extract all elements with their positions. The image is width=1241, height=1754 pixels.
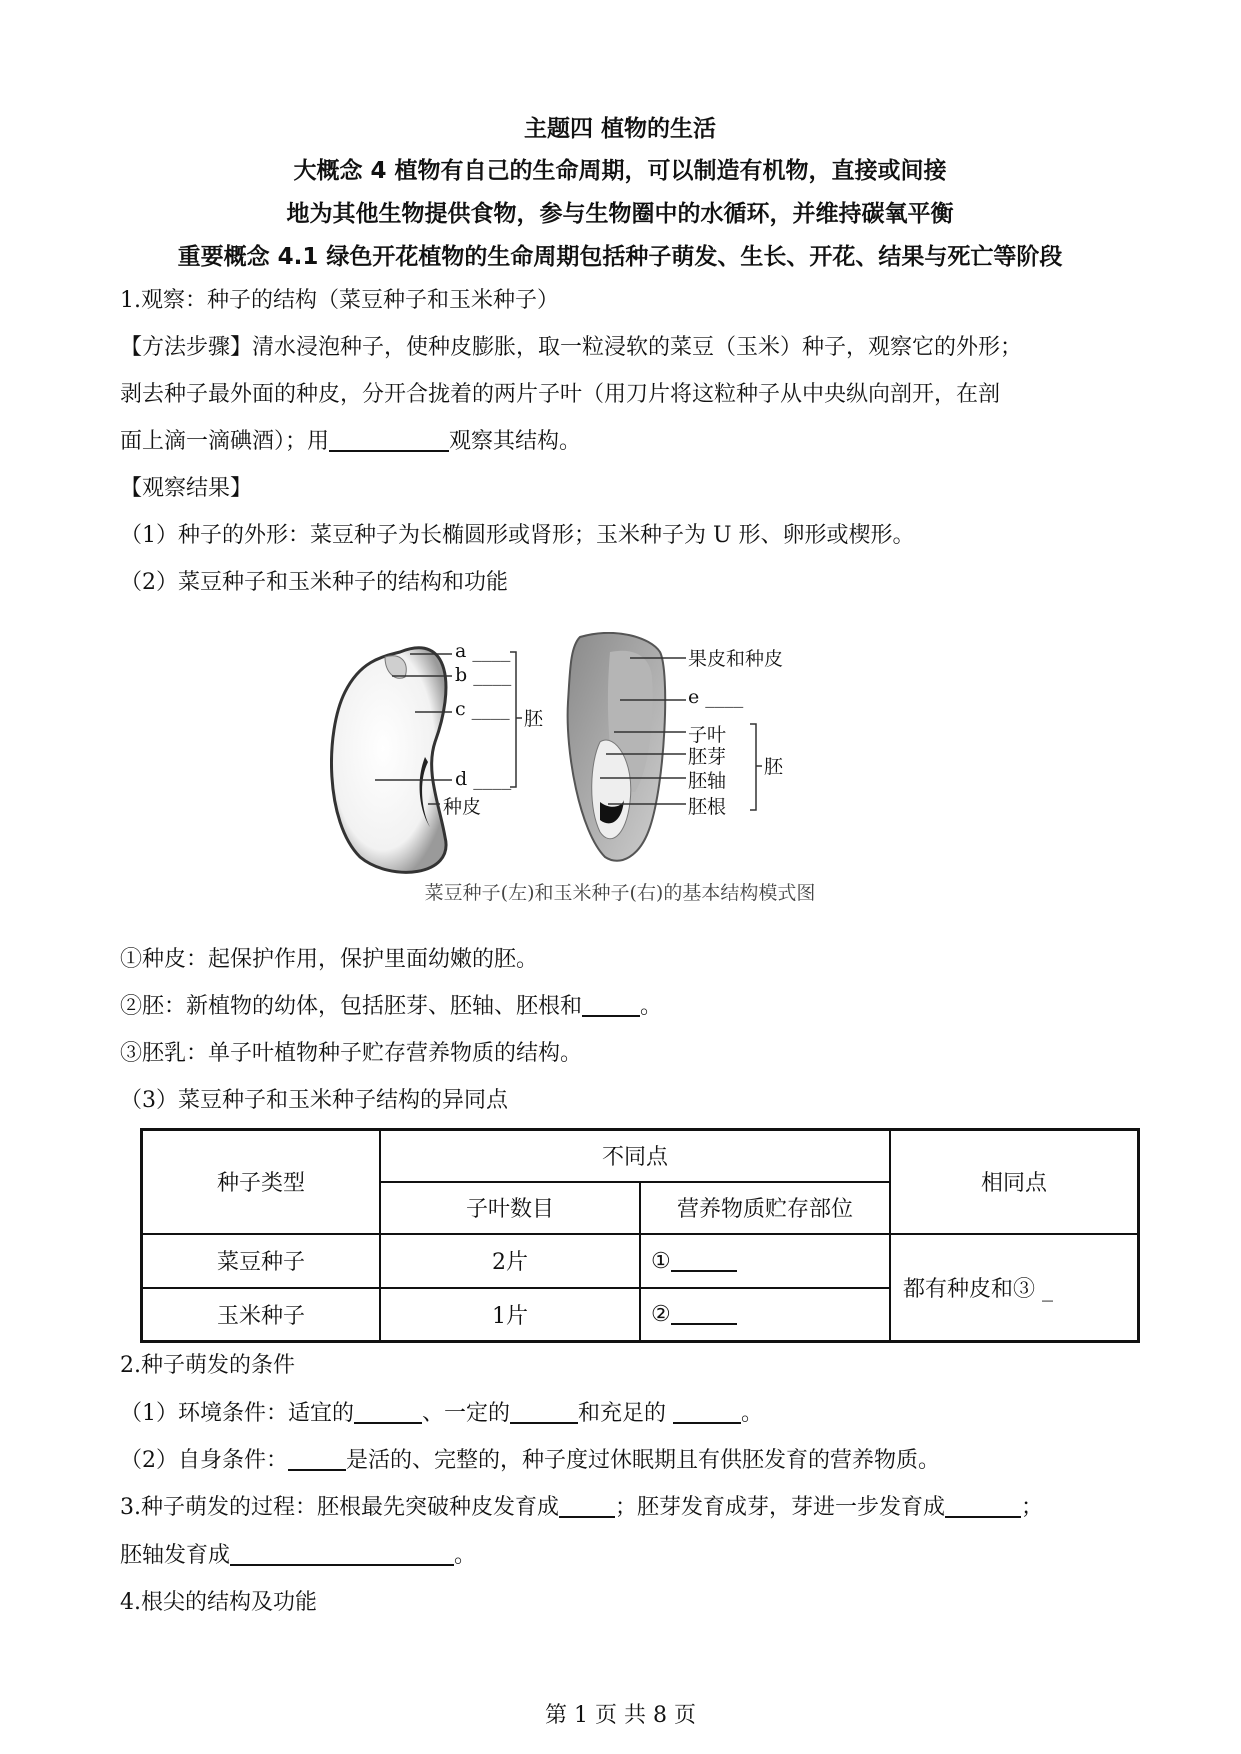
header-seed-type: 种子类型 <box>142 1130 381 1234</box>
similarities-cell: 都有种皮和③ _ <box>890 1234 1139 1342</box>
row-corn-count: 1片 <box>380 1288 640 1342</box>
results-heading: 【观察结果】 <box>120 476 253 501</box>
method-line1: 【方法步骤】清水浸泡种子，使种皮膨胀，取一粒浸软的菜豆（玉米）种子，观察它的外形； <box>120 335 1023 360</box>
germination-process-line1 <box>120 1490 1043 1521</box>
point-embryo-text: ②胚：新植物的幼体，包括胚芽、胚轴、胚根和 <box>120 994 583 1019</box>
process-text-3: ； <box>1021 1495 1044 1520</box>
bean-embryo-label: 胚 <box>524 708 544 730</box>
self-text-2: 是活的、完整的，种子度过休眠期且有供胚发育的营养物质。 <box>346 1448 941 1473</box>
table-row <box>142 1234 1139 1288</box>
temperature-blank[interactable] <box>354 1400 422 1424</box>
corn-embryo-label: 胚 <box>764 756 784 778</box>
point-embryo-tail: 。 <box>640 994 663 1019</box>
important-concept: 重要概念 4.1 绿色开花植物的生命周期包括种子萌发、生长、开花、结果与死亡等阶段 <box>177 244 1063 270</box>
row-bean-count: 2片 <box>380 1234 640 1288</box>
process-text-2: ；胚芽发育成芽，芽进一步发育成 <box>615 1495 946 1520</box>
point-endosperm: ③胚乳：单子叶植物种子贮存营养物质的结构。 <box>120 1041 583 1066</box>
row-corn-storage <box>640 1288 890 1342</box>
root-blank[interactable] <box>559 1494 615 1518</box>
instrument-blank[interactable] <box>329 428 449 452</box>
header-differences: 不同点 <box>380 1130 890 1182</box>
germination-process-line2 <box>120 1538 476 1569</box>
bean-label-a: a ____ <box>455 640 511 662</box>
corn-label-hypocotyl: 胚轴 <box>688 770 727 792</box>
env-text-2: 、一定的 <box>422 1401 511 1426</box>
point-seed-coat: ①种皮：起保护作用，保护里面幼嫩的胚。 <box>120 947 539 972</box>
header-cotyledon-count: 子叶数目 <box>380 1182 640 1234</box>
big-concept-line2: 地为其他生物提供食物，参与生物圈中的水循环，并维持碳氧平衡 <box>286 201 954 227</box>
method-line3 <box>120 424 581 455</box>
section1-title: 1.观察：种子的结构（菜豆种子和玉米种子） <box>120 288 559 313</box>
bean-seed-shape <box>331 648 446 872</box>
bean-embryo-bracket <box>510 652 522 787</box>
air-blank[interactable] <box>673 1400 741 1424</box>
method-line3-text: 面上滴一滴碘酒）；用 <box>120 429 330 454</box>
bean-label-d: d ____ <box>455 768 512 790</box>
corn-label-cotyledon: 子叶 <box>688 724 727 746</box>
corn-label-plumule: 胚芽 <box>688 746 727 768</box>
figure-caption: 菜豆种子(左)和玉米种子(右)的基本结构模式图 <box>424 882 816 904</box>
embryo-blank[interactable] <box>288 1447 346 1471</box>
env-text-1: （1）环境条件：适宜的 <box>120 1401 354 1426</box>
result-structure: （2）菜豆种子和玉米种子的结构和功能 <box>120 570 508 595</box>
process-text-5: 。 <box>454 1543 477 1568</box>
corn-label-pericarp: 果皮和种皮 <box>688 648 784 670</box>
self-conditions <box>120 1443 940 1474</box>
big-concept-line1: 大概念 4 植物有自己的生命周期，可以制造有机物，直接或间接 <box>293 158 947 184</box>
env-text-4: 。 <box>741 1401 764 1426</box>
corn-storage-blank[interactable] <box>671 1301 737 1325</box>
point-embryo <box>120 989 662 1020</box>
row-bean-storage <box>640 1234 890 1288</box>
theme-title: 主题四 植物的生活 <box>523 116 716 142</box>
method-line2: 剥去种子最外面的种皮，分开合拢着的两片子叶（用刀片将这粒种子从中央纵向剖开，在剖 <box>120 382 1001 407</box>
row-corn-type: 玉米种子 <box>142 1288 381 1342</box>
hypocotyl-blank[interactable] <box>230 1542 454 1566</box>
page-footer: 第 1 页 共 8 页 <box>545 1703 696 1728</box>
corn-embryo-bracket <box>750 724 762 810</box>
row-bean-type: 菜豆种子 <box>142 1234 381 1288</box>
stem-leaf-blank[interactable] <box>945 1494 1021 1518</box>
header-storage-site: 营养物质贮存部位 <box>640 1182 890 1234</box>
process-text-4: 胚轴发育成 <box>120 1543 231 1568</box>
result-shape: （1）种子的外形：菜豆种子为长椭圆形或肾形；玉米种子为 U 形、卵形或楔形。 <box>120 523 915 548</box>
result-comparison: （3）菜豆种子和玉米种子结构的异同点 <box>120 1088 508 1113</box>
section4-title: 4.根尖的结构及功能 <box>120 1590 317 1615</box>
self-text-1: （2）自身条件： <box>120 1448 288 1473</box>
env-text-3: 和充足的 <box>578 1401 674 1426</box>
bean-label-c: c ____ <box>455 698 510 720</box>
corn-label-e: e ____ <box>688 686 744 708</box>
corn-storage-marker: ② <box>651 1302 671 1328</box>
method-line3-tail: 观察其结构。 <box>449 429 582 454</box>
section2-title: 2.种子萌发的条件 <box>120 1353 295 1378</box>
embryo-part-blank[interactable] <box>582 993 640 1017</box>
seed-comparison-table <box>140 1128 1140 1343</box>
bean-coat-label: 种皮 <box>443 796 482 818</box>
water-blank[interactable] <box>510 1400 578 1424</box>
seed-diagram <box>330 632 910 882</box>
bean-label-b: b ____ <box>455 664 512 686</box>
bean-storage-marker: ① <box>651 1248 671 1274</box>
header-similarities: 相同点 <box>890 1130 1139 1234</box>
bean-storage-blank[interactable] <box>671 1248 737 1272</box>
corn-label-radicle: 胚根 <box>688 796 727 818</box>
environment-conditions <box>120 1396 763 1427</box>
process-text-1: 3.种子萌发的过程：胚根最先突破种皮发育成 <box>120 1495 559 1520</box>
